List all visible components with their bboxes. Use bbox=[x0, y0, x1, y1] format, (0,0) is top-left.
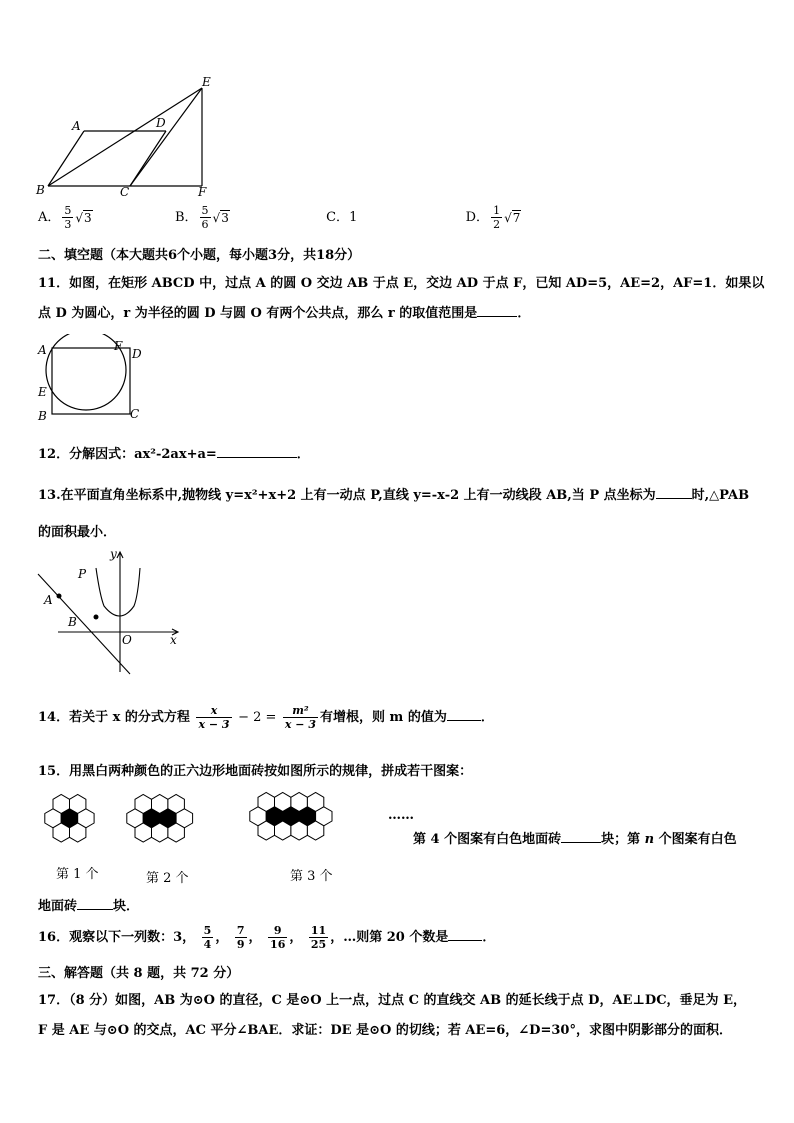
label-A: A bbox=[38, 343, 47, 357]
option-a[interactable]: A． $\frac{5}{3}$ √3 bbox=[38, 204, 92, 231]
q13-line2: 的面积最小． bbox=[38, 525, 117, 540]
label-P: P bbox=[78, 567, 87, 581]
q13-line1: 13.在平面直角坐标系中,抛物线 y=x²+x+2 上有一动点 P,直线 y=-x-2 上有一动线段 AB,当 P 点坐标为 时,△PAB bbox=[38, 488, 750, 503]
q15-dots: …… bbox=[388, 808, 414, 823]
label-C: C bbox=[120, 185, 130, 199]
option-d[interactable]: D． $\frac{1}{2}$ √7 bbox=[465, 204, 521, 231]
q16-answer-blank[interactable] bbox=[448, 928, 482, 941]
label-E: E bbox=[38, 385, 47, 399]
hex-tile-white bbox=[275, 821, 291, 840]
option-b[interactable]: B． $\frac{5}{6}$ √3 bbox=[174, 204, 229, 231]
hex-tile-white bbox=[258, 821, 275, 840]
section2-title: 二、填空题（本大题共6个小题，每小题3分，共18分） bbox=[38, 248, 361, 263]
q17-line2: F 是 AE 与⊙O 的交点，AC 平分∠BAE．求证：DE 是⊙O 的切线；若 AE=6，∠D=30°，求图中阴影部分的面积． bbox=[38, 1023, 732, 1038]
label-A: A bbox=[72, 119, 81, 133]
label-D: D bbox=[156, 116, 166, 130]
q16: 16．观察以下一列数：3， $\frac{5}{4}$ ， $\frac{7}{9}$ ， $\frac{9}{16}$ ， $\frac{11}{25}$ ，…则第 20 个数是 ． bbox=[38, 924, 496, 951]
hex-tile-white bbox=[70, 823, 86, 842]
label-C: C bbox=[130, 407, 140, 421]
q11-line2: 点 D 为圆心，r 为半径的圆 D 与圆 O 有两个公共点，那么 r 的取值范围是 ． bbox=[38, 306, 531, 321]
label-O: O bbox=[122, 633, 132, 647]
caption-2: 第 2 个 bbox=[146, 871, 189, 886]
label-B: B bbox=[38, 409, 47, 423]
q15-line2: 地面砖 块． bbox=[38, 899, 140, 914]
hex-tile-white bbox=[291, 821, 308, 840]
label-y: y bbox=[110, 547, 117, 561]
hex-tile-white bbox=[168, 823, 185, 842]
caption-3: 第 3 个 bbox=[290, 869, 333, 884]
hex-tile-white bbox=[53, 823, 70, 842]
q14: 14．若关于 x 的分式方程 $\frac{x}{x - 3}$ − 2 = $\frac{\text{m²}}{x - 3}$ 有增根，则 m 的值为 ． bbox=[38, 704, 494, 731]
label-B: B bbox=[36, 183, 45, 197]
q12-answer-blank[interactable] bbox=[217, 445, 297, 458]
q11-line1: 11．如图，在矩形 ABCD 中，过点 A 的圆 O 交边 AB 于点 E，交边 AD 于点 F，已知 AD=5，AE=2，AF=1．如果以 bbox=[38, 276, 765, 291]
q15-answer-blank-2[interactable] bbox=[77, 897, 113, 910]
section3-title: 三、解答题（共 8 题，共 72 分） bbox=[38, 966, 240, 981]
label-E: E bbox=[202, 75, 211, 89]
figure-rectangle-circle bbox=[34, 334, 154, 426]
option-c[interactable]: C．1 bbox=[326, 210, 358, 225]
label-F: F bbox=[114, 339, 123, 353]
q17-line1: 17．（8 分）如图，AB 为⊙O 的直径，C 是⊙O 上一点，过点 C 的直线交 AB 的延长线于点 D，AE⊥DC，垂足为 E， bbox=[38, 993, 746, 1008]
q14-answer-blank[interactable] bbox=[447, 708, 481, 721]
q15-answer-blank-1[interactable] bbox=[561, 830, 601, 843]
label-A: A bbox=[44, 593, 53, 607]
caption-1: 第 1 个 bbox=[56, 867, 99, 882]
q10-options bbox=[38, 204, 521, 231]
q11-answer-blank[interactable] bbox=[477, 304, 517, 317]
figure-parallelogram bbox=[34, 74, 224, 200]
figure-hexagon-patterns bbox=[36, 786, 416, 886]
hex-tile-white bbox=[135, 823, 152, 842]
figure-parabola-line bbox=[34, 546, 184, 682]
q12: 12．分解因式：ax²-2ax+a= ． bbox=[38, 447, 310, 462]
label-x: x bbox=[170, 633, 177, 647]
hex-tile-white bbox=[307, 821, 323, 840]
hex-tile-white bbox=[152, 823, 168, 842]
label-B: B bbox=[68, 615, 77, 629]
q15-right-text: 第 4 个图案有白色地面砖 块；第 n 个图案有白色 bbox=[413, 832, 737, 847]
q15-text: 15．用黑白两种颜色的正六边形地面砖按如图所示的规律，拼成若干图案： bbox=[38, 764, 473, 779]
label-D: D bbox=[132, 347, 142, 361]
label-F: F bbox=[198, 185, 207, 199]
q13-answer-blank[interactable] bbox=[656, 486, 692, 499]
